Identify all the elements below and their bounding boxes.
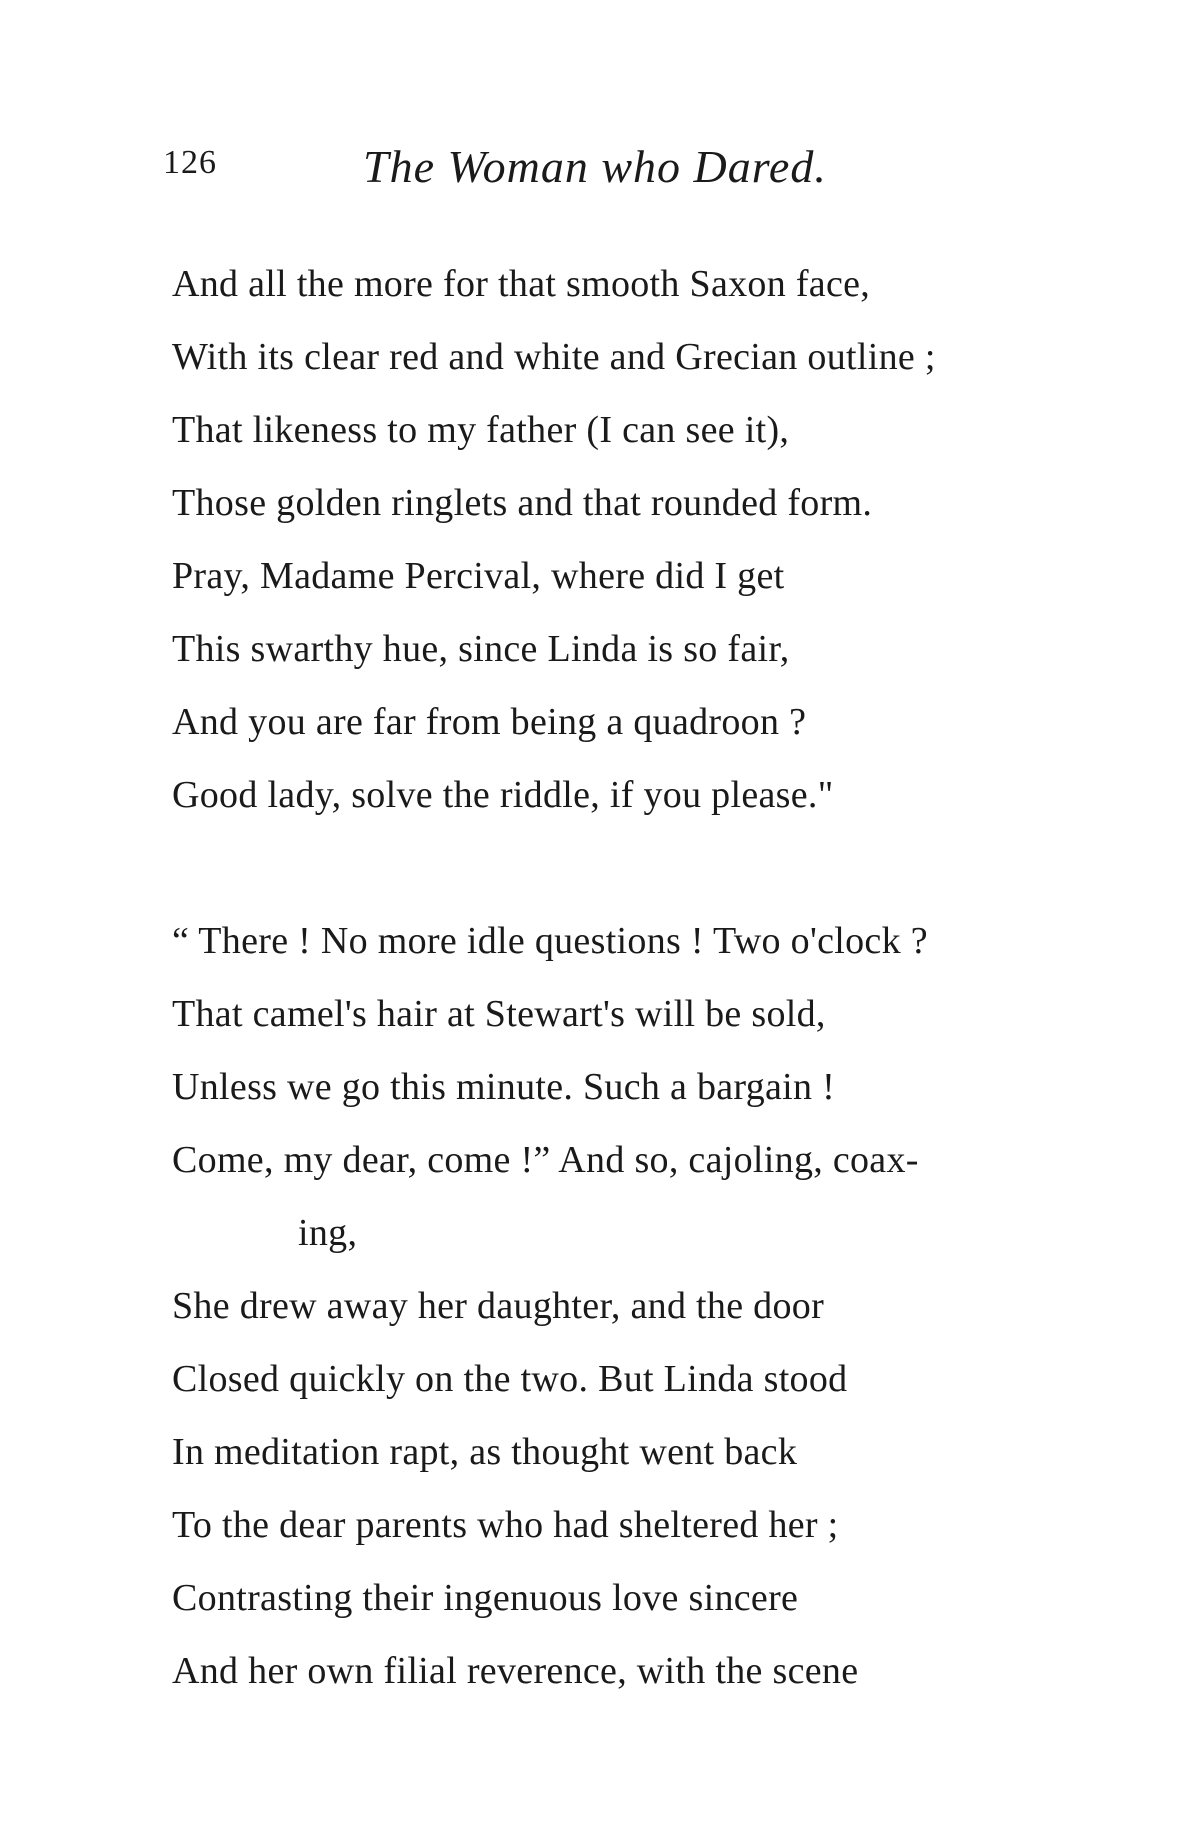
verse-line: And all the more for that smooth Saxon face,	[172, 263, 871, 305]
page-number: 126	[163, 144, 217, 181]
verse-line: And her own filial reverence, with the scene	[172, 1650, 859, 1692]
verse-line: Unless we go this minute. Such a bargain !	[172, 1066, 836, 1108]
stanza-1	[172, 248, 1132, 832]
verse-line: That camel's hair at Stewart's will be sold,	[172, 993, 826, 1035]
verse-line: Pray, Madame Percival, where did I get	[172, 555, 785, 597]
verse-line: In meditation rapt, as thought went back	[172, 1431, 798, 1473]
verse-line: This swarthy hue, since Linda is so fair,	[172, 628, 790, 670]
book-title: The Woman who Dared.	[363, 141, 827, 192]
verse-line: Come, my dear, come !” And so, cajoling, coax-	[172, 1139, 919, 1181]
verse-line: And you are far from being a quadroon ?	[172, 701, 807, 743]
running-head	[163, 140, 1063, 200]
verse-line: She drew away her daughter, and the door	[172, 1285, 825, 1327]
verse-line: Good lady, solve the riddle, if you please."	[172, 774, 834, 816]
stanza-2	[172, 905, 1132, 1708]
verse-line: That likeness to my father (I can see it),	[172, 409, 790, 451]
verse-line: Closed quickly on the two. But Linda stood	[172, 1358, 848, 1400]
verse-line: To the dear parents who had sheltered her ;	[172, 1504, 839, 1546]
verse-line: With its clear red and white and Grecian outline ;	[172, 336, 936, 378]
verse-line: “ There ! No more idle questions ! Two o'clock ?	[172, 920, 928, 962]
verse-line-continuation: ing,	[298, 1212, 358, 1254]
verse-line: Contrasting their ingenuous love sincere	[172, 1577, 799, 1619]
verse-line: Those golden ringlets and that rounded form.	[172, 482, 873, 524]
